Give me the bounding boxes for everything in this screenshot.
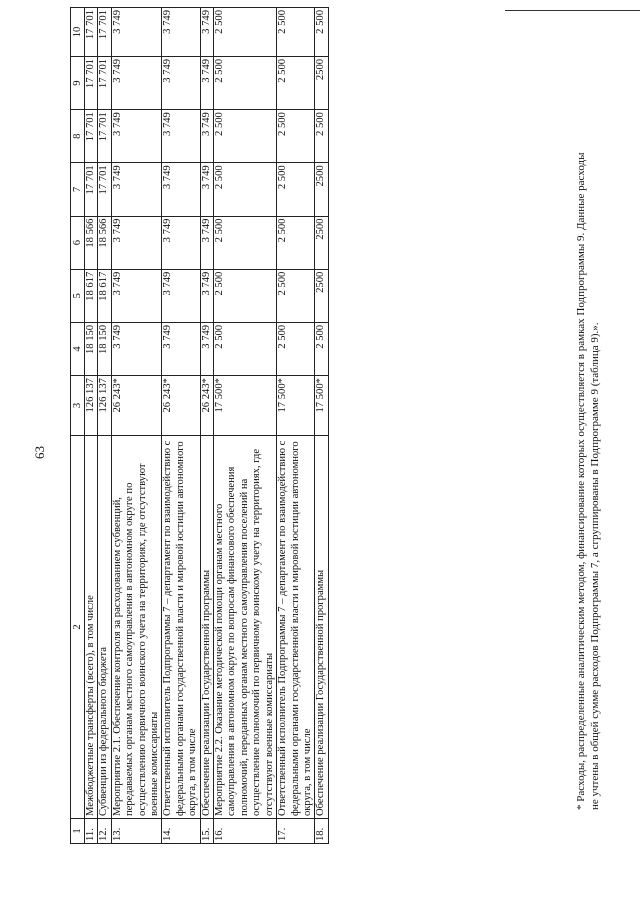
footnote: [574, 10, 602, 810]
row-description: Межбюджетные трансферты (всего), в том числе: [85, 435, 98, 818]
header-cell: 8: [71, 110, 85, 163]
value-cell: 17 500*: [315, 376, 328, 436]
value-cell: 2 500: [277, 216, 315, 269]
header-cell: 10: [71, 8, 85, 57]
value-cell: 2 500: [214, 56, 277, 109]
value-cell: 3 749: [162, 110, 200, 163]
table-row: [315, 8, 328, 844]
table-row: [214, 8, 277, 844]
value-cell: 17 701: [98, 56, 111, 109]
header-cell: 2: [71, 435, 85, 818]
value-cell: 3 749: [162, 216, 200, 269]
value-cell: 2 500: [315, 322, 328, 375]
footnote-line: * Расходы, распределенные аналитическим методом, финансирование которых осуществляется в рамках Подпрограммы 9. Данные расходы: [575, 152, 587, 810]
table-row: [111, 8, 162, 844]
row-description: Мероприятие 2.2. Оказание методической помощи органам местного самоуправления в автономном округе по вопросам финансового обеспечения полномочий, переданных органам местного самоуправления поселений на осуществление полномочий по первичному воинскому учету на территориях, где отсутствуют военные комиссариаты: [214, 435, 277, 818]
value-cell: 2 500: [277, 269, 315, 322]
value-cell: 3 749: [200, 269, 213, 322]
value-cell: 2 500: [214, 322, 277, 375]
value-cell: 18 150: [98, 322, 111, 375]
value-cell: 3 749: [200, 8, 213, 57]
row-number: 18.: [315, 819, 328, 844]
row-number: 13.: [111, 819, 162, 844]
value-cell: 2 500: [214, 8, 277, 57]
value-cell: 18 150: [85, 322, 98, 375]
value-cell: 2 500: [315, 110, 328, 163]
row-number: 16.: [214, 819, 277, 844]
row-description: Ответственный исполнитель Подпрограммы 7 – департамент по взаимодействию с федеральными органами государственной власти и мировой юстиции автономного округа, в том числе: [162, 435, 200, 818]
value-cell: 2 500: [315, 8, 328, 57]
header-cell: 4: [71, 322, 85, 375]
row-number: 14.: [162, 819, 200, 844]
value-cell: 2 500: [214, 269, 277, 322]
value-cell: 17 701: [85, 8, 98, 57]
value-cell: 3 749: [111, 8, 162, 57]
value-cell: 3 749: [162, 56, 200, 109]
row-description: Обеспечение реализации Государственной программы: [315, 435, 328, 818]
value-cell: 18 566: [98, 216, 111, 269]
value-cell: 18 617: [98, 269, 111, 322]
value-cell: 18 617: [85, 269, 98, 322]
value-cell: 3 749: [200, 163, 213, 216]
value-cell: 2 500: [277, 56, 315, 109]
value-cell: 126 137: [98, 376, 111, 436]
header-cell: 3: [71, 376, 85, 436]
row-description: Мероприятие 2.1. Обеспечение контроля за расходованием субвенций, передаваемых органам местного самоуправления в автономном округе по осуществлению первичного воинского учета на территориях, где отсутствуют военные комиссариаты: [111, 435, 162, 818]
value-cell: 17 500*: [214, 376, 277, 436]
header-cell: 6: [71, 216, 85, 269]
value-cell: 2 500: [277, 110, 315, 163]
value-cell: 2500: [315, 56, 328, 109]
table-row: [85, 8, 98, 844]
value-cell: 3 749: [162, 322, 200, 375]
row-description: Обеспечение реализации Государственной программы: [200, 435, 213, 818]
footnote-line: не учтены в общей сумме расходов Подпрограммы 7, а сгруппированы в Подпрограмме 9 (таблица 9).».: [589, 322, 601, 810]
value-cell: 2500: [315, 216, 328, 269]
row-number: 17.: [277, 819, 315, 844]
value-cell: 2 500: [277, 163, 315, 216]
value-cell: 2500: [315, 163, 328, 216]
value-cell: 3 749: [111, 163, 162, 216]
row-number: 12.: [98, 819, 111, 844]
header-cell: 1: [71, 819, 85, 844]
header-row: [71, 8, 85, 844]
value-cell: 3 749: [111, 56, 162, 109]
value-cell: 26 243*: [111, 376, 162, 436]
header-cell: 7: [71, 163, 85, 216]
value-cell: 3 749: [162, 8, 200, 57]
value-cell: 17 701: [98, 110, 111, 163]
value-cell: 3 749: [111, 322, 162, 375]
value-cell: 26 243*: [200, 376, 213, 436]
value-cell: 3 749: [200, 216, 213, 269]
row-description: Субвенции из федерального бюджета: [98, 435, 111, 818]
header-cell: 9: [71, 56, 85, 109]
expenditure-table: [70, 7, 329, 844]
value-cell: 3 749: [162, 163, 200, 216]
value-cell: 3 749: [111, 110, 162, 163]
value-cell: 3 749: [111, 269, 162, 322]
value-cell: 3 749: [200, 56, 213, 109]
table-row: [200, 8, 213, 844]
value-cell: 17 701: [98, 163, 111, 216]
value-cell: 126 137: [85, 376, 98, 436]
value-cell: 3 749: [200, 322, 213, 375]
value-cell: 17 701: [85, 163, 98, 216]
table-row: [98, 8, 111, 844]
table-row: [162, 8, 200, 844]
row-description: Ответственный исполнитель Подпрограммы 7 – департамент по взаимодействию с федеральными органами государственной власти и мировой юстиции автономного округа, в том числе: [277, 435, 315, 818]
header-cell: 5: [71, 269, 85, 322]
value-cell: 2 500: [214, 216, 277, 269]
value-cell: 2500: [315, 269, 328, 322]
page-number: 63: [32, 446, 47, 459]
value-cell: 18 566: [85, 216, 98, 269]
value-cell: 3 749: [200, 110, 213, 163]
value-cell: 2 500: [277, 322, 315, 375]
value-cell: 2 500: [214, 110, 277, 163]
table-row: [277, 8, 315, 844]
value-cell: 17 701: [85, 110, 98, 163]
value-cell: 17 701: [98, 8, 111, 57]
value-cell: 2 500: [214, 163, 277, 216]
value-cell: 3 749: [162, 269, 200, 322]
value-cell: 3 749: [111, 216, 162, 269]
value-cell: 26 243*: [162, 376, 200, 436]
row-number: 11.: [85, 819, 98, 844]
row-number: 15.: [200, 819, 213, 844]
value-cell: 17 701: [85, 56, 98, 109]
value-cell: 17 500*: [277, 376, 315, 436]
value-cell: 2 500: [277, 8, 315, 57]
